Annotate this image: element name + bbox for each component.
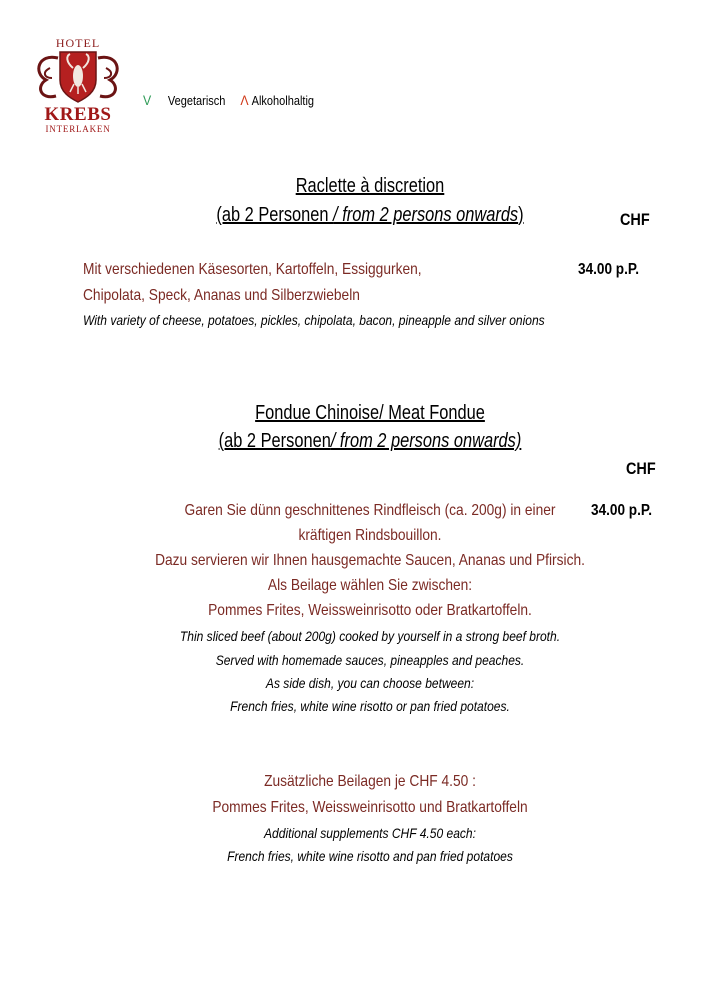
fondue-desc-de-3: Dazu servieren wir Ihnen hausgemachte Saucen, Ananas und Pfirsich. (155, 552, 585, 569)
supplements-de-2: Pommes Frites, Weissweinrisotto und Bratkartoffeln (212, 799, 528, 816)
legend-vegetarian-label: Vegetarisch (167, 94, 226, 108)
fondue-desc-en-1: Thin sliced beef (about 200g) cooked by yourself in a strong beef broth. (179, 628, 561, 644)
fondue-desc-de-5: Pommes Frites, Weissweinrisotto oder Bratkartoffeln. (208, 602, 532, 619)
raclette-desc-en: With variety of cheese, potatoes, pickles, chipolata, bacon, pineapple and silver onions (83, 312, 545, 328)
fondue-desc-en-2: Served with homemade sauces, pineapples and peaches. (215, 652, 525, 668)
hotel-logo (28, 28, 128, 140)
fondue-desc-de-4: Als Beilage wählen Sie zwischen: (267, 577, 473, 594)
fondue-price: 34.00 p.P. (591, 502, 653, 519)
alcohol-icon: Λ (240, 92, 249, 108)
fondue-desc-en-3: As side dish, you can choose between: (265, 675, 475, 691)
fondue-desc-de-2: kräftigen Rindsbouillon. (298, 527, 442, 544)
vegetarian-icon: V (143, 92, 152, 108)
legend-alcohol-label: Alkoholhaltig (251, 94, 315, 108)
raclette-desc-de-1: Mit verschiedenen Käsesorten, Kartoffeln, Essiggurken, (83, 261, 422, 278)
fondue-subtitle: (ab 2 Personen/ from 2 persons onwards) (218, 430, 522, 452)
raclette-currency: CHF (620, 210, 650, 229)
logo-hotel-text: HOTEL (55, 36, 101, 50)
logo-city-text: INTERLAKEN (45, 124, 111, 134)
supplements-de-1: Zusätzliche Beilagen je CHF 4.50 : (264, 773, 476, 790)
supplements-en-1: Additional supplements CHF 4.50 each: (264, 825, 476, 841)
fondue-desc-de-1: Garen Sie dünn geschnittenes Rindfleisch (ca. 200g) in einer (184, 502, 556, 519)
fondue-currency: CHF (626, 459, 656, 478)
raclette-desc-de-2: Chipolata, Speck, Ananas und Silberzwiebeln (83, 287, 360, 304)
raclette-subtitle: (ab 2 Personen / from 2 persons onwards) (216, 204, 524, 226)
supplements-en-2: French fries, white wine risotto and pan fried potatoes (227, 848, 513, 864)
fondue-desc-en-4: French fries, white wine risotto or pan fried potatoes. (230, 698, 510, 714)
fondue-title: Fondue Chinoise/ Meat Fondue (255, 402, 485, 424)
logo-name-text: KREBS (44, 104, 112, 125)
raclette-title: Raclette à discretion (295, 175, 445, 197)
raclette-price: 34.00 p.P. (578, 261, 640, 278)
legend (143, 92, 314, 108)
